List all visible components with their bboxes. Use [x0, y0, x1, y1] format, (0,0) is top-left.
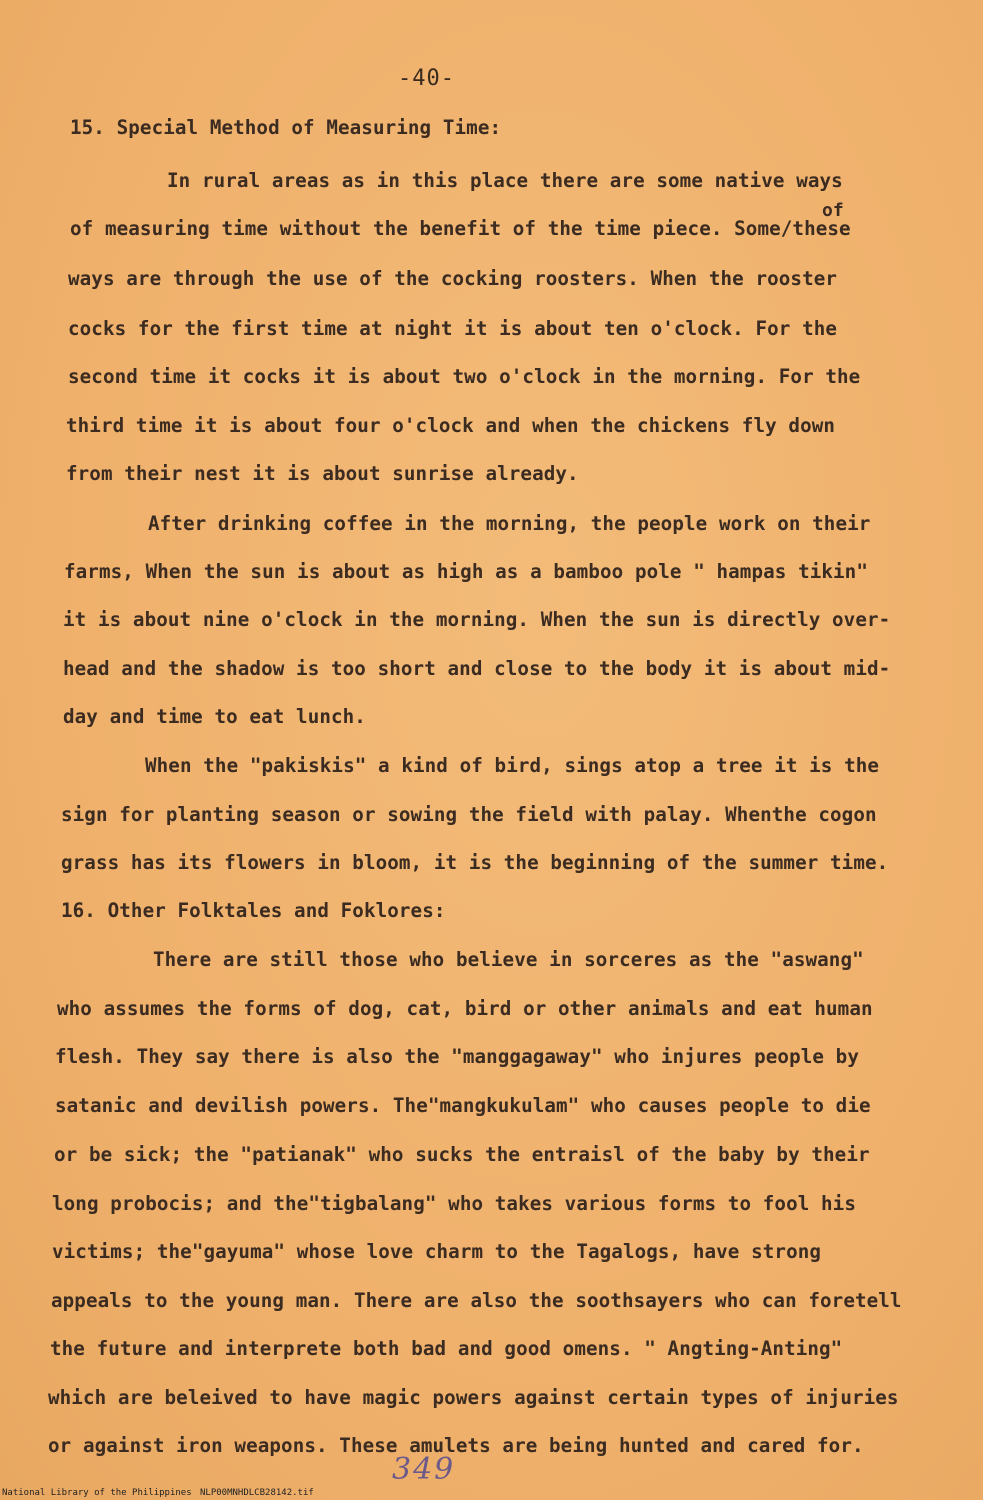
footer-file-id: NLP00MNHDLCB28142.tif: [200, 1488, 314, 1498]
text-line: sign for planting season or sowing the field with palay. Whenthe cogon: [61, 803, 877, 826]
text-line: farms, When the sun is about as high as a bamboo pole " hampas tikin": [64, 560, 868, 583]
text-line: who assumes the forms of dog, cat, bird or other animals and eat human: [57, 997, 873, 1020]
text-line: satanic and devilish powers. The"mangkukulam" who causes people to die: [55, 1094, 871, 1117]
text-line: which are beleived to have magic powers against certain types of injuries: [48, 1386, 899, 1409]
text-line: long probocis; and the"tigbalang" who takes various forms to fool his: [52, 1192, 856, 1215]
section-heading-15: 15. Special Method of Measuring Time:: [70, 116, 502, 139]
section-heading-16: 16. Other Folktales and Foklores:: [61, 899, 446, 922]
text-line: or be sick; the "patianak" who sucks the entraisl of the baby by their: [54, 1143, 870, 1166]
text-line: it is about nine o'clock in the morning. When the sun is directly over-: [63, 608, 891, 631]
page-number: -40-: [398, 66, 455, 91]
text-line: head and the shadow is too short and close to the body it is about mid-: [63, 657, 891, 680]
text-line: third time it is about four o'clock and when the chickens fly down: [66, 414, 836, 437]
text-line: appeals to the young man. There are also the soothsayers who can foretell: [51, 1289, 902, 1312]
text-line: flesh. They say there is also the "manggagaway" who injures people by: [55, 1045, 859, 1068]
text-line: There are still those who believe in sorceres as the "aswang": [153, 948, 864, 971]
text-line: After drinking coffee in the morning, the people work on their: [148, 512, 871, 535]
text-line: grass has its flowers in bloom, it is the beginning of the summer time.: [61, 851, 889, 874]
interlinear-insertion: of: [822, 200, 844, 221]
text-line: When the "pakiskis" a kind of bird, sings atop a tree it is the: [145, 754, 880, 777]
handwritten-page-number: 349: [392, 1452, 456, 1487]
text-line: cocks for the first time at night it is about ten o'clock. For the: [68, 317, 838, 340]
footer-library: National Library of the Philippines: [2, 1488, 192, 1498]
text-line: from their nest it is about sunrise already.: [66, 462, 579, 485]
text-line: of measuring time without the benefit of the time piece. Some/these: [70, 217, 851, 240]
text-line: In rural areas as in this place there are some native ways: [167, 169, 843, 192]
text-line: ways are through the use of the cocking roosters. When the rooster: [68, 267, 838, 290]
text-line: day and time to eat lunch.: [63, 705, 366, 728]
text-line: the future and interprete both bad and good omens. " Angting-Anting": [50, 1337, 843, 1360]
text-line: victims; the"gayuma" whose love charm to the Tagalogs, have strong: [52, 1240, 822, 1263]
text-line: or against iron weapons. These amulets are being hunted and cared for.: [48, 1434, 864, 1457]
text-line: second time it cocks it is about two o'clock in the morning. For the: [68, 365, 861, 388]
